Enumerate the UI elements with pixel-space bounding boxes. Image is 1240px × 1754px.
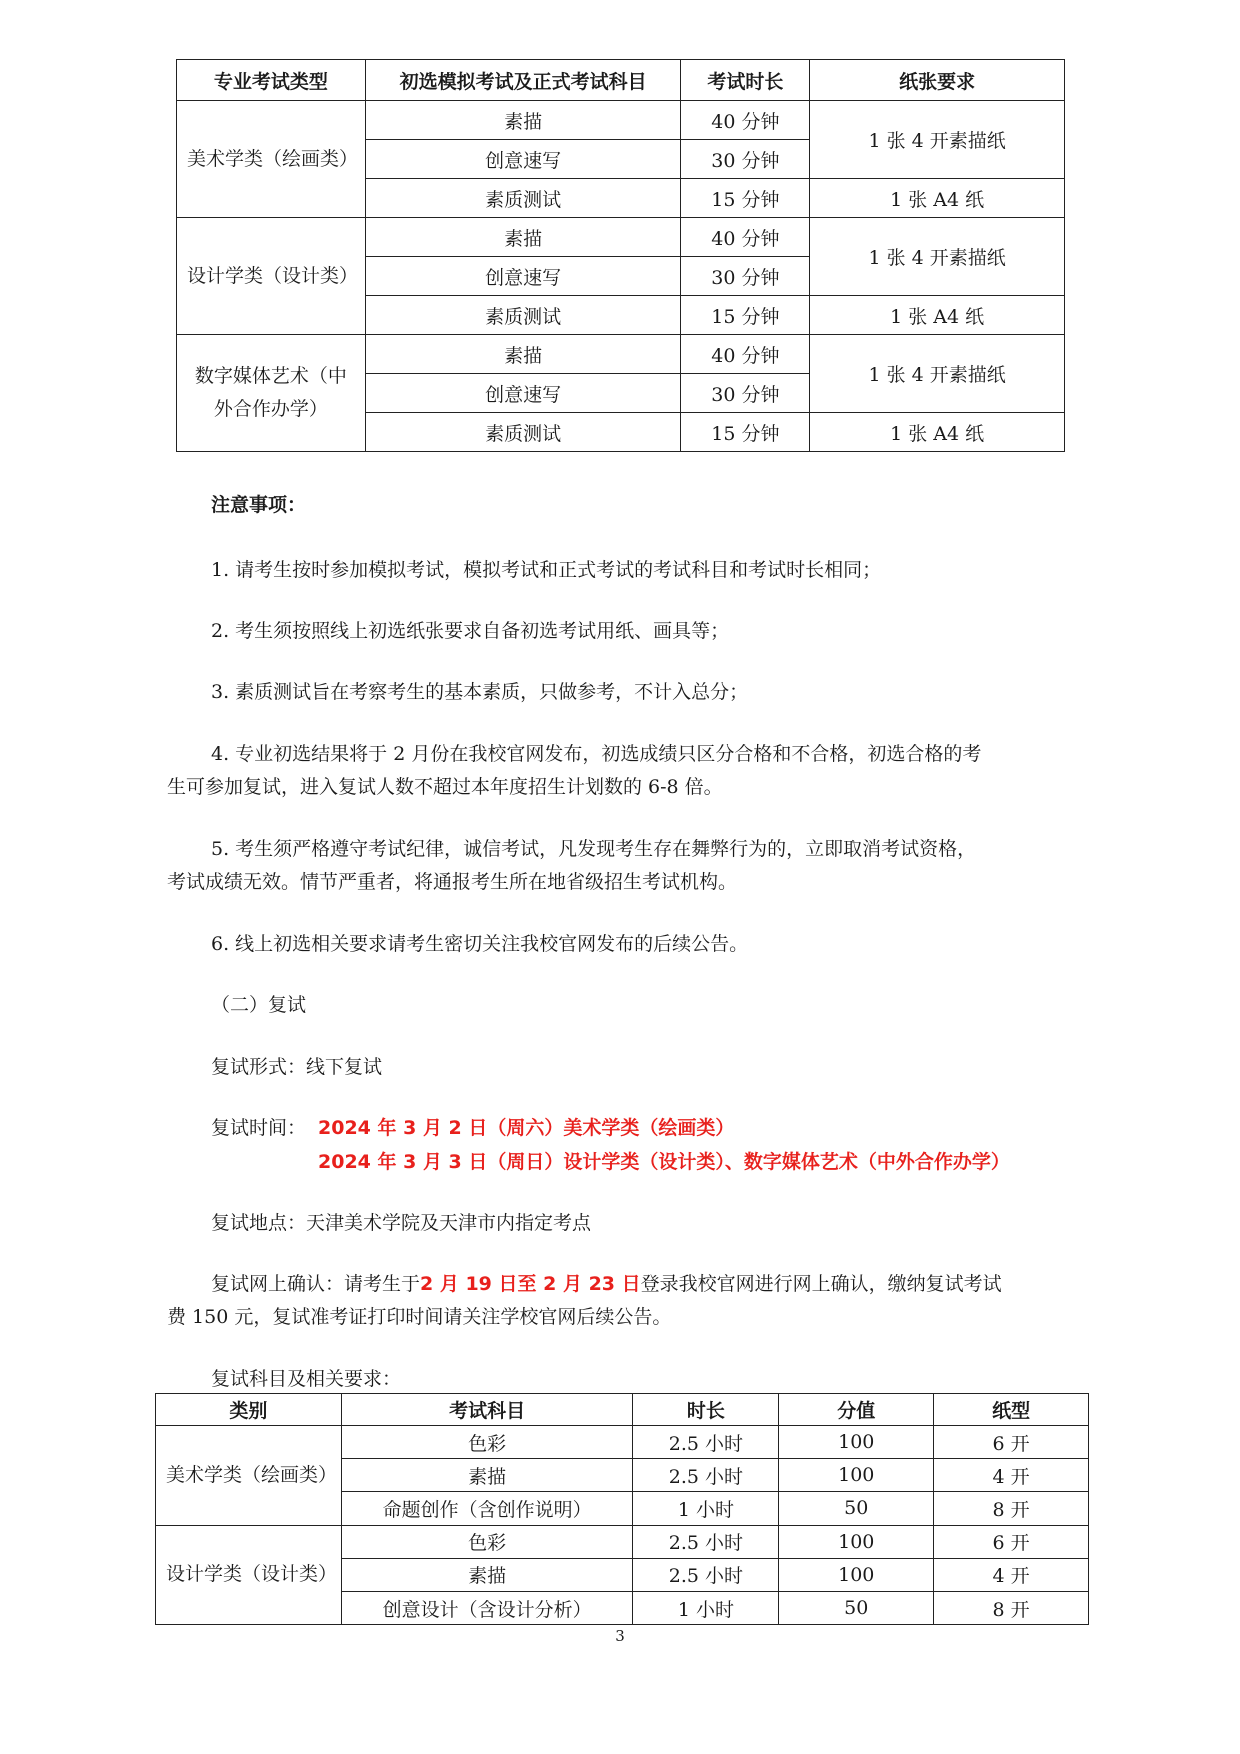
score-cell: 100 bbox=[779, 1459, 934, 1492]
table-row bbox=[177, 218, 1065, 257]
category-cell: 设计学类（设计类） bbox=[177, 218, 366, 335]
column-header: 分值 bbox=[779, 1394, 934, 1426]
retest-form-label: 复试形式： bbox=[211, 1056, 307, 1078]
subject-cell: 素描 bbox=[365, 218, 681, 257]
table-header-row bbox=[156, 1394, 1089, 1426]
note-item-2: 2. 考生须按照线上初选纸张要求自备初选考试用纸、画具等； bbox=[211, 620, 730, 642]
note-item-1: 1. 请考生按时参加模拟考试，模拟考试和正式考试的考试科目和考试时长相同； bbox=[211, 559, 882, 581]
score-cell: 50 bbox=[779, 1492, 934, 1525]
subject-cell: 创意速写 bbox=[365, 257, 681, 296]
retest-form-value: 线下复试 bbox=[306, 1056, 383, 1078]
subject-cell: 素描 bbox=[365, 101, 681, 140]
subject-cell: 色彩 bbox=[341, 1525, 633, 1558]
paper-cell: 8 开 bbox=[934, 1591, 1089, 1624]
column-header: 纸张要求 bbox=[810, 60, 1065, 101]
retest-time-line1: 2024 年 3 月 2 日（周六）美术学类（绘画类） bbox=[318, 1117, 735, 1139]
section-title: （二）复试 bbox=[211, 994, 307, 1016]
score-cell: 100 bbox=[779, 1558, 934, 1591]
duration-cell: 40 分钟 bbox=[681, 335, 810, 374]
note-item-3: 3. 素质测试旨在考察考生的基本素质，只做参考，不计入总分； bbox=[211, 681, 749, 703]
duration-cell: 30 分钟 bbox=[681, 140, 810, 179]
table-row bbox=[177, 335, 1065, 374]
duration-cell: 2.5 小时 bbox=[633, 1426, 779, 1459]
column-header: 初选模拟考试及正式考试科目 bbox=[365, 60, 681, 101]
retest-subjects-table bbox=[155, 1393, 1089, 1625]
subject-cell: 命题创作（含创作说明） bbox=[341, 1492, 633, 1525]
subject-cell: 创意设计（含设计分析） bbox=[341, 1591, 633, 1624]
retest-time-label: 复试时间： bbox=[211, 1117, 307, 1139]
page-number: 3 bbox=[615, 1627, 625, 1645]
column-header: 考试时长 bbox=[681, 60, 810, 101]
duration-cell: 40 分钟 bbox=[681, 218, 810, 257]
paper-cell: 1 张 4 开素描纸 bbox=[810, 101, 1065, 179]
note-item-4: 4. 专业初选结果将于 2 月份在我校官网发布，初选成绩只区分合格和不合格，初选合格的考 bbox=[211, 743, 982, 765]
subject-cell: 素描 bbox=[341, 1459, 633, 1492]
duration-cell: 30 分钟 bbox=[681, 374, 810, 413]
paper-cell: 1 张 4 开素描纸 bbox=[810, 335, 1065, 413]
retest-confirm-label: 复试网上确认：请考生于 bbox=[211, 1273, 421, 1295]
subject-cell: 色彩 bbox=[341, 1426, 633, 1459]
subject-cell: 素描 bbox=[341, 1558, 633, 1591]
table-row bbox=[177, 101, 1065, 140]
retest-confirm-rest: 登录我校官网进行网上确认，缴纳复试考试 bbox=[640, 1273, 1002, 1295]
retest-form bbox=[211, 1050, 382, 1085]
paper-cell: 4 开 bbox=[934, 1459, 1089, 1492]
retest-place-label: 复试地点： bbox=[211, 1212, 307, 1234]
duration-cell: 15 分钟 bbox=[681, 296, 810, 335]
duration-cell: 30 分钟 bbox=[681, 257, 810, 296]
retest-confirm bbox=[211, 1267, 1002, 1302]
score-cell: 100 bbox=[779, 1426, 934, 1459]
subject-cell: 素质测试 bbox=[365, 179, 681, 218]
note-item-6: 6. 线上初选相关要求请考生密切关注我校官网发布的后续公告。 bbox=[211, 933, 749, 955]
column-header: 纸型 bbox=[934, 1394, 1089, 1426]
column-header: 考试科目 bbox=[341, 1394, 633, 1426]
retest-subjects-label: 复试科目及相关要求： bbox=[211, 1368, 402, 1390]
table-row bbox=[156, 1426, 1089, 1459]
duration-cell: 1 小时 bbox=[633, 1492, 779, 1525]
paper-cell: 1 张 A4 纸 bbox=[810, 179, 1065, 218]
table-row bbox=[156, 1525, 1089, 1558]
paper-cell: 6 开 bbox=[934, 1426, 1089, 1459]
retest-place-value: 天津美术学院及天津市内指定考点 bbox=[306, 1212, 592, 1234]
duration-cell: 2.5 小时 bbox=[633, 1525, 779, 1558]
column-header: 类别 bbox=[156, 1394, 342, 1426]
category-cell: 数字媒体艺术（中外合作办学） bbox=[177, 335, 366, 452]
paper-cell: 1 张 A4 纸 bbox=[810, 413, 1065, 452]
paper-cell: 6 开 bbox=[934, 1525, 1089, 1558]
note-item-4-cont: 生可参加复试，进入复试人数不超过本年度招生计划数的 6-8 倍。 bbox=[167, 776, 723, 798]
subject-cell: 素描 bbox=[365, 335, 681, 374]
column-header: 时长 bbox=[633, 1394, 779, 1426]
paper-cell: 4 开 bbox=[934, 1558, 1089, 1591]
column-header: 专业考试类型 bbox=[177, 60, 366, 101]
category-cell: 设计学类（设计类） bbox=[156, 1525, 342, 1625]
subject-cell: 素质测试 bbox=[365, 413, 681, 452]
duration-cell: 15 分钟 bbox=[681, 179, 810, 218]
category-cell: 美术学类（绘画类） bbox=[156, 1426, 342, 1526]
duration-cell: 1 小时 bbox=[633, 1591, 779, 1624]
paper-cell: 1 张 4 开素描纸 bbox=[810, 218, 1065, 296]
retest-confirm-date: 2 月 19 日至 2 月 23 日 bbox=[420, 1273, 641, 1295]
score-cell: 50 bbox=[779, 1591, 934, 1624]
paper-cell: 1 张 A4 纸 bbox=[810, 296, 1065, 335]
duration-cell: 2.5 小时 bbox=[633, 1558, 779, 1591]
duration-cell: 2.5 小时 bbox=[633, 1459, 779, 1492]
category-cell: 美术学类（绘画类） bbox=[177, 101, 366, 218]
subject-cell: 创意速写 bbox=[365, 140, 681, 179]
note-item-5: 5. 考生须严格遵守考试纪律，诚信考试，凡发现考生存在舞弊行为的，立即取消考试资格， bbox=[211, 838, 977, 860]
retest-time-line2: 2024 年 3 月 3 日（周日）设计学类（设计类）、数字媒体艺术（中外合作办学） bbox=[318, 1151, 1010, 1173]
retest-place bbox=[211, 1206, 591, 1241]
subject-cell: 素质测试 bbox=[365, 296, 681, 335]
preliminary-exam-table bbox=[176, 59, 1065, 452]
note-item-5-cont: 考试成绩无效。情节严重者，将通报考生所在地省级招生考试机构。 bbox=[167, 871, 738, 893]
duration-cell: 15 分钟 bbox=[681, 413, 810, 452]
score-cell: 100 bbox=[779, 1525, 934, 1558]
duration-cell: 40 分钟 bbox=[681, 101, 810, 140]
retest-confirm-cont: 费 150 元，复试准考证打印时间请关注学校官网后续公告。 bbox=[167, 1306, 672, 1328]
notes-heading: 注意事项： bbox=[211, 494, 307, 516]
table-header-row bbox=[177, 60, 1065, 101]
subject-cell: 创意速写 bbox=[365, 374, 681, 413]
paper-cell: 8 开 bbox=[934, 1492, 1089, 1525]
